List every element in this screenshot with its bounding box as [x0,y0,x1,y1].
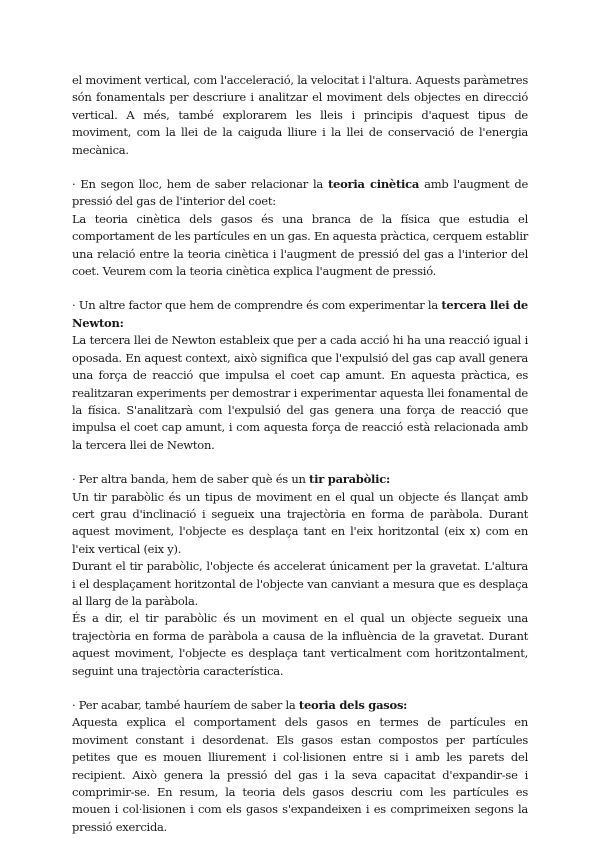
section-gases-body: Aquesta explica el comportament dels gasos en termes de partícules en moviment constant i desordenat. Els gasos estan compostos per partícules petites que es mouen lliurement i col·lisionen entre si i amb les parets del recipient. Això genera la pressió del gas i la seva capacitat d'expandir-se i comprimir-se. En resum, la teoria dels gasos descriu com les partícules es mouen i col·lisionen i com els gasos s'expandeixen i es comprimeixen segons la pressió exercida. [72,715,528,834]
section-projectile-heading [72,471,528,488]
section-lead: · Un altre factor que hem de comprendre és com experimentar la [72,298,442,313]
section-tail: amb l'augment de pressió del gas de l'interior del coet: [72,177,528,209]
section-term: tercera llei de Newton: [72,298,528,330]
section-projectile-body-3: És a dir, el tir parabòlic és un moviment en el qual un objecte segueix una trajectòria en forma de paràbola a causa de la influència de la gravetat. Durant aquest moviment, l'objecte es desplaça tant verticalment com horitzontalment, seguint una trajectòria característica. [72,611,528,678]
spacer [72,454,528,471]
section-term: teoria cinètica [327,177,420,192]
section-projectile-body-2: Durant el tir parabòlic, l'objecte és accelerat únicament per la gravetat. L'altura i el desplaçament horitzontal de l'objecte van canviant a mesura que es desplaça al llarg de la paràbola. [72,559,528,608]
section-newton-heading [72,297,528,332]
section-lead: · Per altra banda, hem de saber què és un [72,472,310,487]
section-kinetic-body: La teoria cinètica dels gasos és una branca de la física que estudia el comportament de les partícules en un gas. En aquesta pràctica, cerquem establir una relació entre la teoria cinètica i l'augment de pressió del gas a l'interior del coet. Veurem com la teoria cinètica explica l'augment de pressió. [72,211,528,279]
section-term: tir parabòlic: [309,472,390,487]
section-lead: · En segon lloc, hem de saber relacionar la [72,177,328,192]
intro-paragraph: el moviment vertical, com l'acceleració, la velocitat i l'altura. Aquests paràmetres són fonamentals per descriure i analitzar el moviment dels objectes en direcció vertical. A més, també explorarem les lleis i principis d'aquest tipus de moviment, com la llei de la caiguda lliure i la llei de conservació de l'energia mecànica. [72,73,528,157]
spacer [72,280,528,297]
spacer [72,159,528,176]
section-kinetic-heading [72,176,528,211]
section-gases-heading [72,697,528,714]
spacer [72,680,528,697]
section-term: teoria dels gasos: [298,698,408,712]
section-newton-body: La tercera llei de Newton estableix que per a cada acció hi ha una reacció igual i oposada. En aquest context, això significa que l'expulsió del gas cap avall genera una força de reacció que impulsa el coet cap amunt. En aquesta pràctica, es realitzaran experiments per demostrar i experimentar aquesta llei fonamental de la física. S'analitzarà com l'expulsió del gas genera una força de reacció que impulsa el coet cap amunt, i com aquesta força de reacció està relacionada amb la tercera llei de Newton. [72,333,528,452]
section-projectile-body-1: Un tir parabòlic és un tipus de moviment en el qual un objecte és llançat amb cert grau d'inclinació i segueix una trajectòria en forma de paràbola. Durant aquest moviment, l'objecte es desplaça tant en l'eix horitzontal (eix x) com en l'eix vertical (eix y). [72,489,528,556]
section-lead: · Per acabar, també hauríem de saber la [72,698,299,712]
